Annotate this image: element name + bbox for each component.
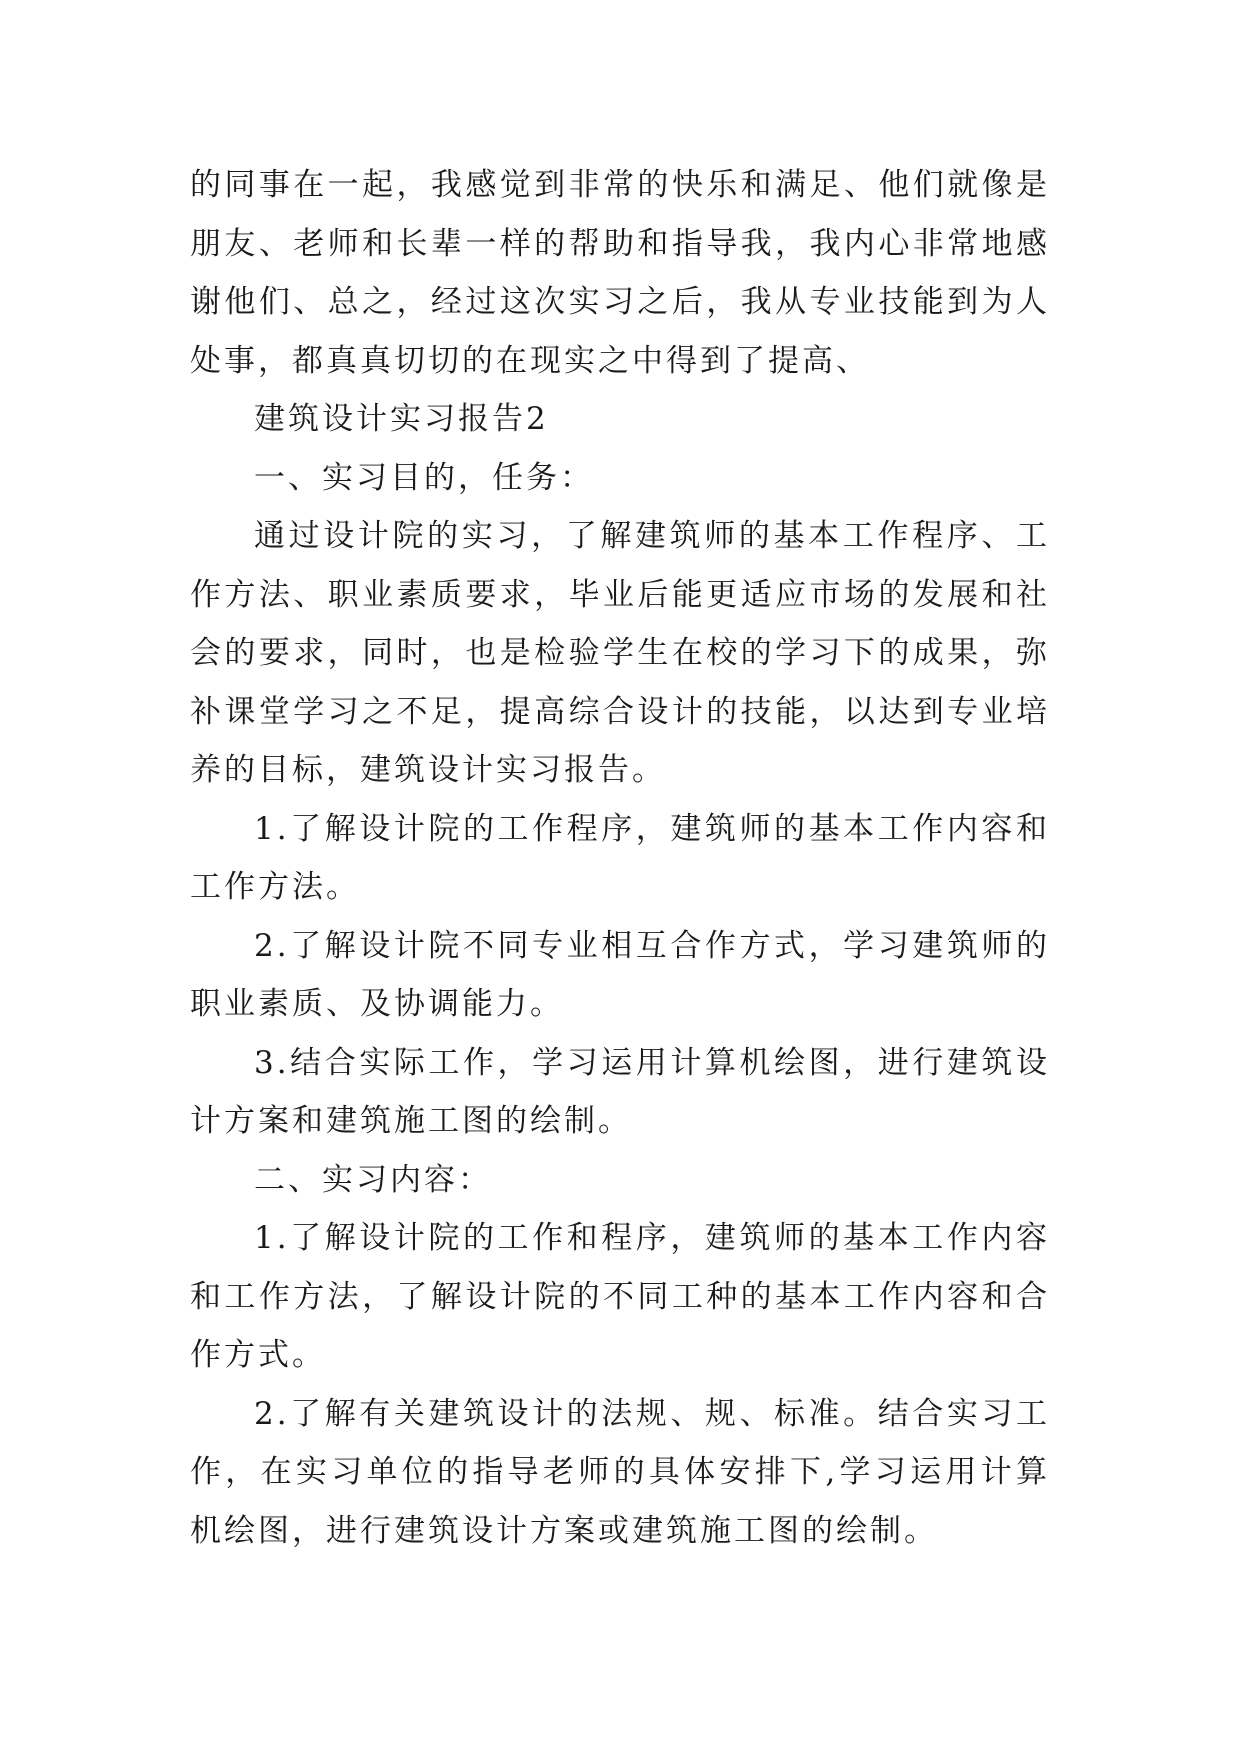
section-title: 建筑设计实习报告2 [254, 401, 549, 437]
heading-content: 二、实习内容： [254, 1161, 492, 1198]
paragraph-purpose: 通过设计院的实习，了解建筑师的基本工作程序、工作方法、职业素质要求，毕业后能更适应市场的发展和社会的要求，同时，也是检验学生在校的学习下的成果，弥补课堂学习之不足，提高综合设计的技能，以达到专业培养的目标，建筑设计实习报告。 [190, 518, 1050, 788]
list-item-purpose-1: 1.了解设计院的工作程序，建筑师的基本工作内容和工作方法。 [190, 810, 1050, 905]
paragraph-continuation: 的同事在一起，我感觉到非常的快乐和满足、他们就像是朋友、老师和长辈一样的帮助和指导我，我内心非常地感谢他们、总之，经过这次实习之后，我从专业技能到为人处事，都真真切切的在现实之中得到了提高、 [190, 167, 1050, 379]
list-item-content-1: 1.了解设计院的工作和程序，建筑师的基本工作内容和工作方法，了解设计院的不同工种的基本工作内容和合作方式。 [190, 1220, 1050, 1373]
list-item-content-2: 2.了解有关建筑设计的法规、规、标准。结合实习工作，在实习单位的指导老师的具体安排下,学习运用计算机绘图，进行建筑设计方案或建筑施工图的绘制。 [190, 1395, 1050, 1549]
heading-purpose: 一、实习目的，任务： [254, 459, 594, 496]
list-item-purpose-2: 2.了解设计院不同专业相互合作方式，学习建筑师的职业素质、及协调能力。 [190, 927, 1050, 1022]
document-body [190, 156, 1050, 1560]
list-item-purpose-3: 3.结合实际工作，学习运用计算机绘图，进行建筑设计方案和建筑施工图的绘制。 [190, 1044, 1050, 1139]
